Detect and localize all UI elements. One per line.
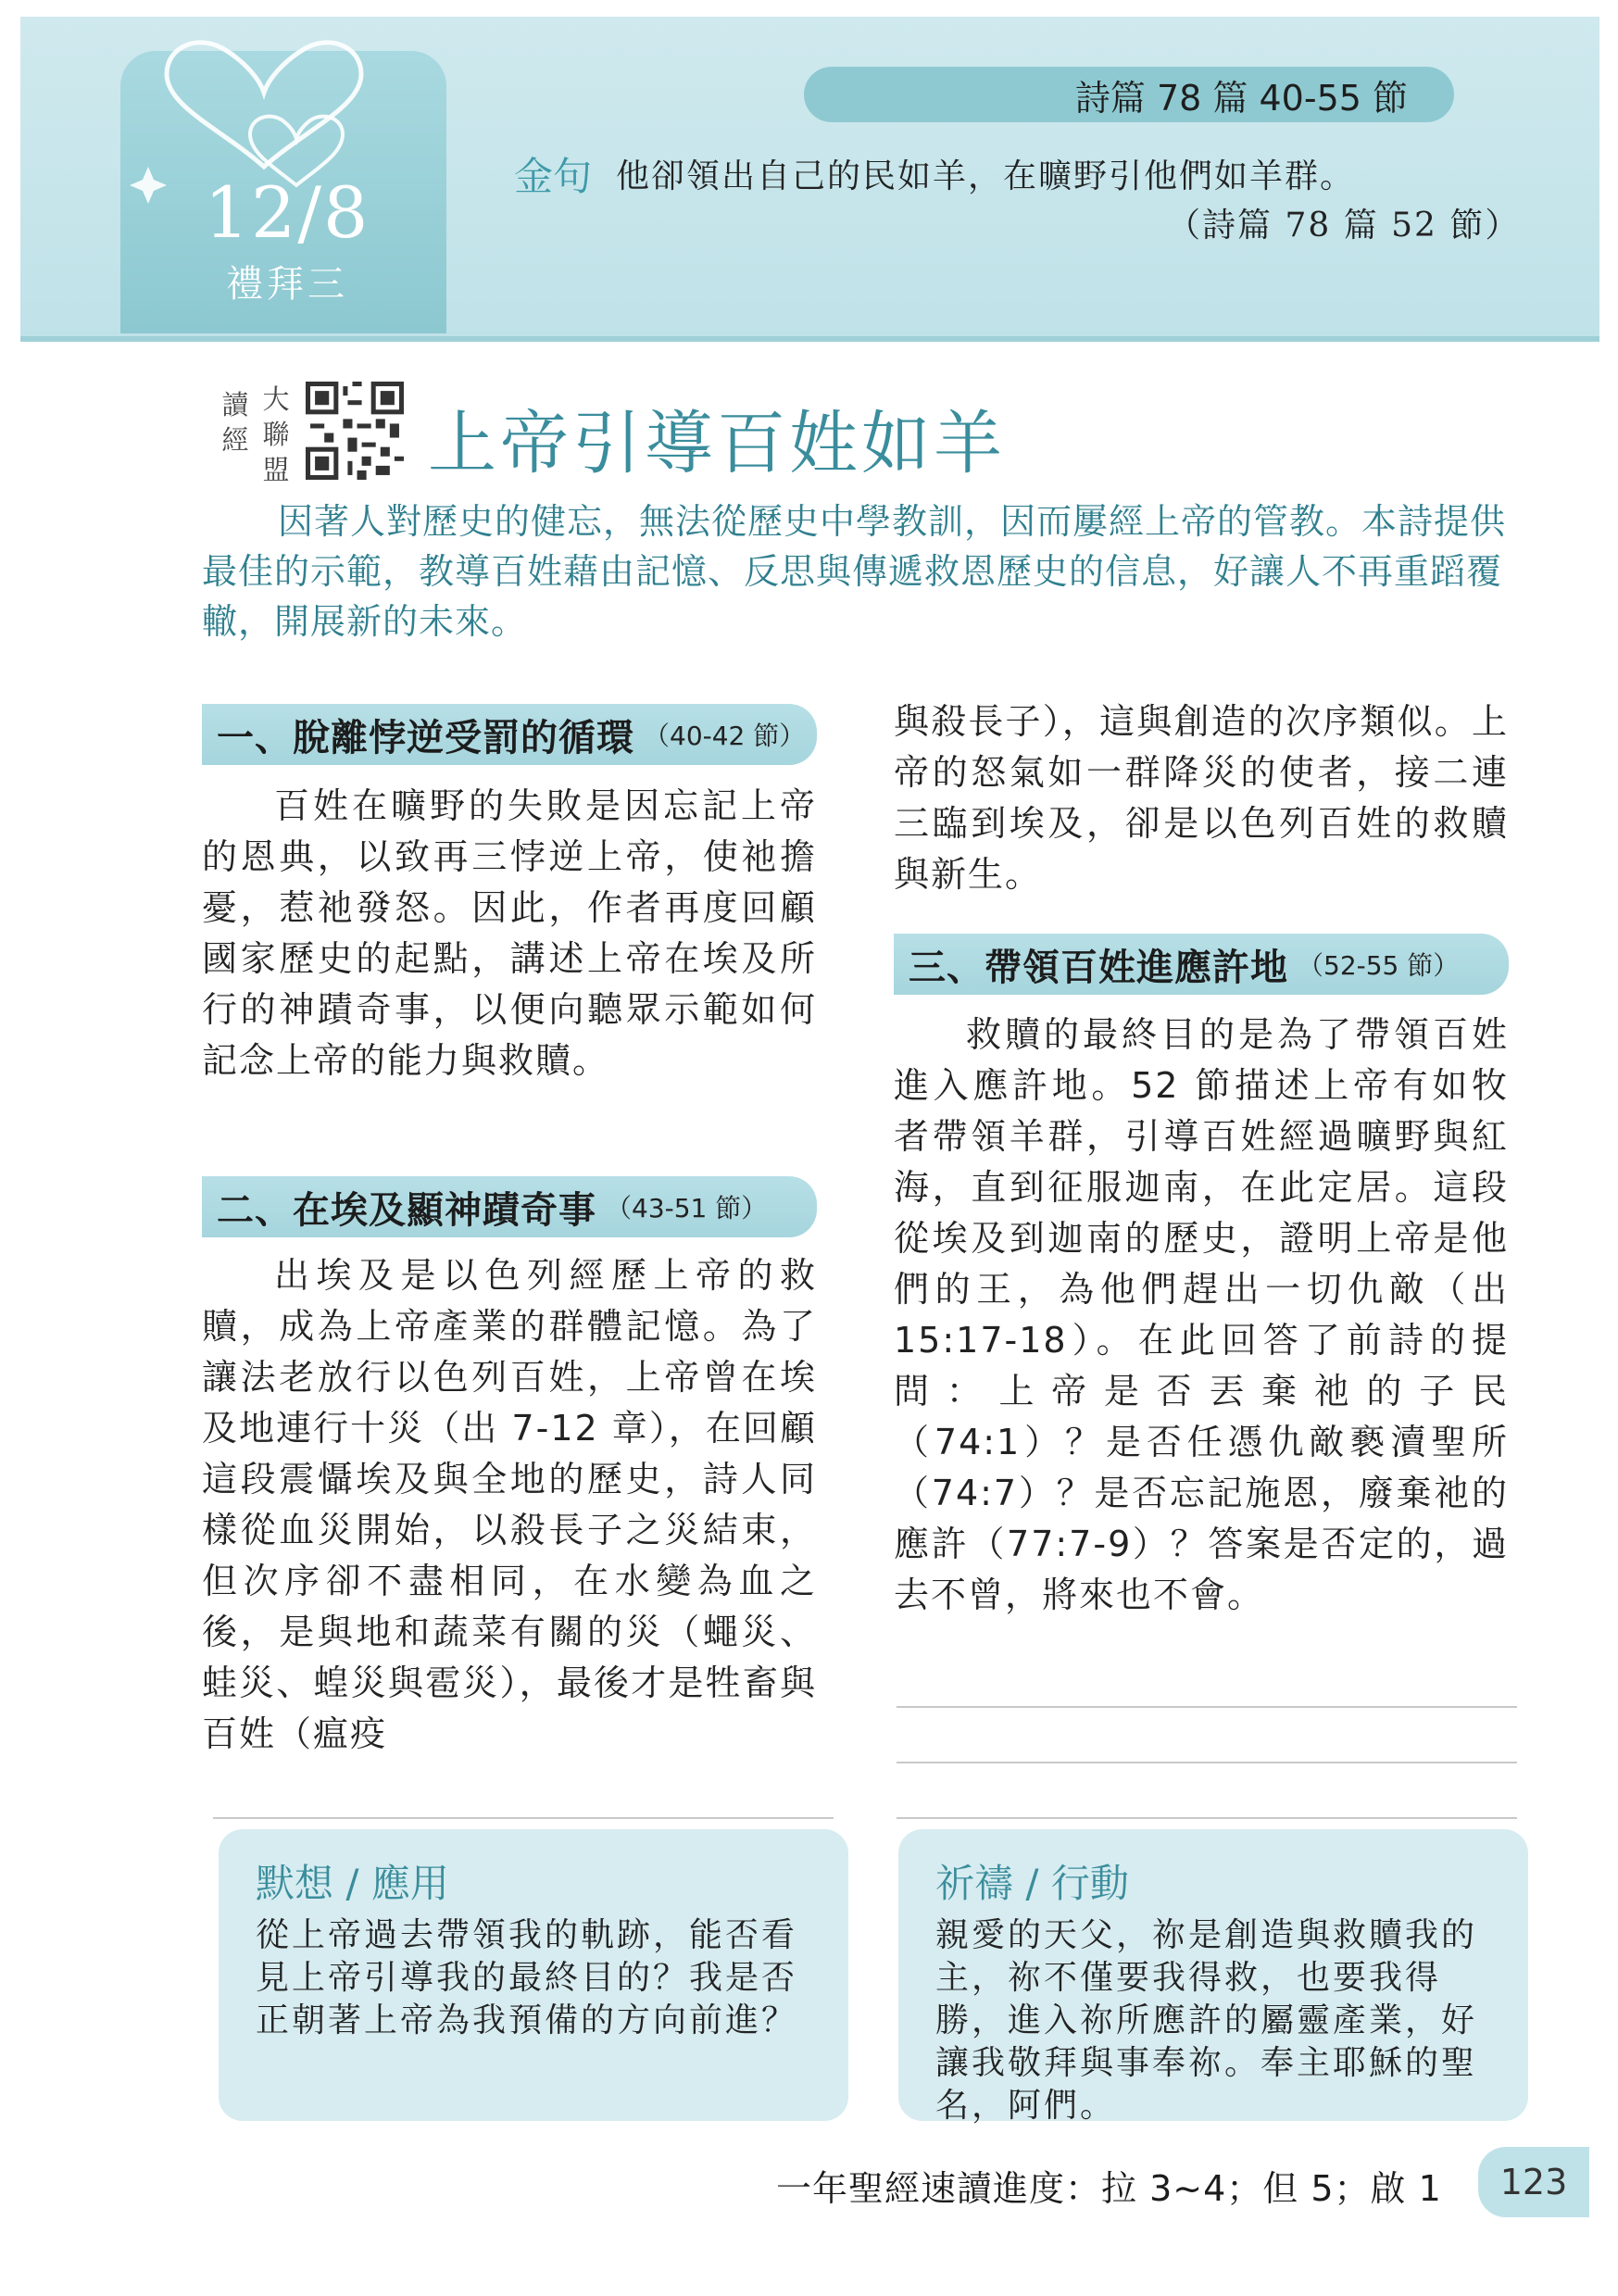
section-title: 一、脫離悖逆受罰的循環 (217, 716, 634, 759)
section-body: 百姓在曠野的失敗是因忘記上帝的恩典，以致再三悖逆上帝，使祂擔憂，惹祂發怒。因此，作者再度回顧國家歷史的起點，講述上帝在埃及所行的神蹟奇事，以便向聽眾示範如何記念上帝的能力與救贖。 (202, 785, 817, 1081)
key-verse-label: 金句 (514, 154, 593, 199)
prayer-text: 親愛的天父，祢是創造與救贖我的主，祢不僅要我得救，也要我得勝，進入祢所應許的屬靈產業，好讓我敬拜與事奉祢。奉主耶穌的聖名，阿們。 (935, 1916, 1478, 2125)
section-body: 出埃及是以色列經歷上帝的救贖，成為上帝產業的群體記憶。為了讓法老放行以色列百姓，上帝曾在埃及地連行十災（出 7-12 章），在回顧這段震懾埃及與全地的歷史，詩人同樣從血災開始，以殺長子之災結束，但次序卻不盡相同，在水變為血之後，是與地和蔬菜有關的災（蠅災、蛙災、蝗災與雹災），最後才是牲畜與百姓（瘟疫 (202, 1255, 817, 1754)
section-range: （52-55 節） (1298, 950, 1460, 981)
weekday-label: 禮拜三 (226, 263, 348, 306)
page-number: 123 (1478, 2147, 1589, 2217)
note-line (213, 1817, 834, 1819)
section-body-continuation: 與殺長子），這與創造的次序類似。上帝的怒氣如一群降災的使者，接二連三臨到埃及，卻是以色列百姓的救贖與新生。 (894, 701, 1509, 895)
section-title: 二、在埃及顯神蹟奇事 (217, 1188, 596, 1232)
scripture-reference: 詩篇 78 篇 40-55 節 (804, 67, 1454, 122)
prayer-title: 祈禱 / 行動 (935, 1861, 1129, 1906)
note-line (897, 1762, 1517, 1763)
note-line (897, 1706, 1517, 1708)
note-line (897, 1817, 1517, 1819)
brand-vertical-left: 讀經 (221, 389, 249, 456)
prayer-box (898, 1829, 1528, 2125)
section-title: 三、帶領百姓進應許地 (909, 946, 1288, 989)
meditation-text: 從上帝過去帶領我的軌跡，能否看見上帝引導我的最終目的？我是否正朝著上帝為我預備的方向前進？ (256, 1916, 798, 2039)
intro-paragraph: 因著人對歷史的健忘，無法從歷史中學教訓，因而屢經上帝的管教。本詩提供最佳的示範，教導百姓藉由記憶、反思與傳遞救恩歷史的信息，好讓人不再重蹈覆轍，開展新的未來。 (202, 501, 1507, 642)
meditation-box (219, 1829, 848, 2121)
section-range: （43-51 節） (606, 1193, 768, 1223)
qr-code-icon[interactable] (306, 382, 404, 480)
key-verse-text: 他卻領出自己的民如羊，在曠野引他們如羊群。 (616, 157, 1356, 195)
page-title: 上帝引導百姓如羊 (428, 404, 1006, 483)
brand-vertical-right: 大聯盟 (262, 383, 290, 485)
section-heading (202, 704, 817, 765)
key-verse-reference: （詩篇 78 篇 52 節） (1167, 207, 1521, 245)
section-heading (202, 1176, 817, 1237)
section-range: （40-42 節） (644, 721, 806, 751)
date-label: 12/8 (204, 171, 370, 254)
reading-progress: 一年聖經速讀進度：拉 3~4；但 5；啟 1 (776, 2168, 1442, 2209)
section-body: 救贖的最終目的是為了帶領百姓進入應許地。52 節描述上帝有如牧者帶領羊群，引導百姓經過曠野與紅海，直到征服迦南，在此定居。這段從埃及到迦南的歷史，證明上帝是他們的王，為他們趕出一切仇敵（出 15:17-18）。在此回答了前詩的提問：上帝是否丟棄祂的子民（74:1）？是否任憑仇敵褻瀆聖所（74:7）？是否忘記施恩，廢棄祂的應許（77:7-9）？答案是否定的，過去不曾，將來也不會。 (894, 1014, 1509, 1615)
meditation-title: 默想 / 應用 (256, 1861, 449, 1906)
section-heading (894, 934, 1509, 995)
